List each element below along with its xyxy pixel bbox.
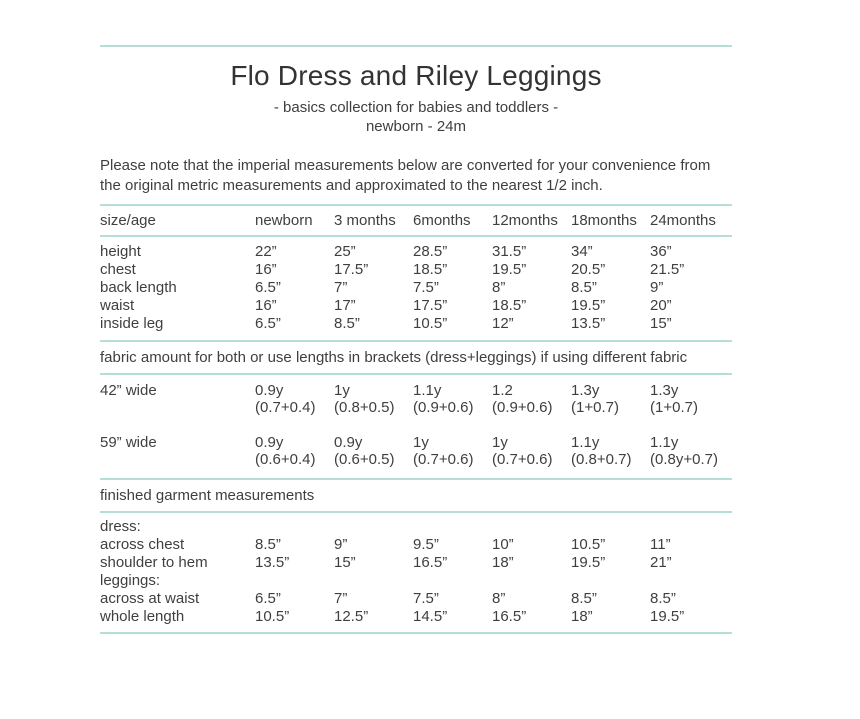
- measurement-value: 6.5”: [255, 590, 281, 607]
- measurement-value: 21.5”: [650, 261, 685, 278]
- measurement-value: 8.5”: [571, 590, 597, 607]
- measurement-value: 7.5”: [413, 590, 439, 607]
- table-row-42-wide: [100, 382, 732, 416]
- finished-section-header-row: [100, 480, 732, 511]
- column-header-24-months: 24months: [650, 212, 716, 229]
- fabric-amount-cell: [413, 382, 492, 416]
- fabric-amount-cell: [255, 434, 334, 468]
- fabric-amount-cell: [334, 434, 413, 468]
- bottom-divider: [100, 632, 732, 634]
- size-table-header-row: [100, 206, 732, 235]
- measurement-value: 16.5”: [492, 608, 527, 625]
- row-label: 59” wide: [100, 434, 157, 451]
- row-label: height: [100, 243, 141, 260]
- row-label: shoulder to hem: [100, 554, 208, 571]
- fabric-total: 1y: [492, 434, 508, 451]
- measurement-value: 19.5”: [571, 297, 606, 314]
- measurement-value: 11”: [650, 536, 671, 553]
- measurement-value: 10”: [492, 536, 514, 553]
- measurement-value: 9”: [334, 536, 348, 553]
- fabric-split: (0.7+0.6): [492, 451, 553, 468]
- measurement-value: 9.5”: [413, 536, 439, 553]
- measurement-value: 6.5”: [255, 279, 281, 296]
- fabric-amount-cell: [334, 382, 413, 416]
- row-label: dress:: [100, 518, 141, 535]
- fabric-split: (1+0.7): [571, 399, 619, 416]
- row-label: across at waist: [100, 590, 200, 607]
- row-label: across chest: [100, 536, 185, 553]
- table-row-across-chest: [100, 536, 732, 554]
- measurement-value: 14.5”: [413, 608, 448, 625]
- measurement-value: 15”: [650, 315, 672, 332]
- table-row-shoulder-to-hem: [100, 554, 732, 572]
- column-header-newborn: newborn: [255, 212, 313, 229]
- measurement-value: 15”: [334, 554, 356, 571]
- table-row-59-wide: [100, 434, 732, 468]
- size-chart-page: [100, 45, 732, 634]
- fabric-split: (0.9+0.6): [492, 399, 553, 416]
- row-label: back length: [100, 279, 177, 296]
- measurement-value: 36”: [650, 243, 672, 260]
- table-row-across-at-waist: [100, 590, 732, 608]
- fabric-amount-cell: [413, 434, 492, 468]
- measurement-value: 10.5”: [255, 608, 290, 625]
- measurement-value: 18.5”: [492, 297, 527, 314]
- fabric-section-header: fabric amount for both or use lengths in brackets (dress+leggings) if using different fabric: [100, 349, 688, 366]
- fabric-amount-cell: [650, 434, 729, 468]
- fabric-split: (1+0.7): [650, 399, 698, 416]
- fabric-total: 1y: [413, 434, 429, 451]
- table-row-height: [100, 243, 732, 261]
- fabric-total: 1.1y: [413, 382, 442, 399]
- page-title: Flo Dress and Riley Leggings: [230, 60, 602, 91]
- row-label: 42” wide: [100, 382, 157, 399]
- measurement-value: 8.5”: [334, 315, 360, 332]
- measurement-value: 13.5”: [571, 315, 606, 332]
- fabric-split: (0.6+0.4): [255, 451, 316, 468]
- measurement-value: 8.5”: [255, 536, 281, 553]
- column-header-18-months: 18months: [571, 212, 637, 229]
- measurement-value: 12.5”: [334, 608, 369, 625]
- measurement-value: 25”: [334, 243, 356, 260]
- measurement-value: 9”: [650, 279, 664, 296]
- fabric-split: (0.8+0.5): [334, 399, 395, 416]
- measurement-value: 17.5”: [413, 297, 448, 314]
- column-header-6-months: 6months: [413, 212, 471, 229]
- measurement-value: 19.5”: [571, 554, 606, 571]
- row-label: chest: [100, 261, 136, 278]
- conversion-note: Please note that the imperial measurements below are converted for your convenience from the original metric measurements and approximated to the nearest 1/2 inch.: [100, 157, 711, 194]
- subtitle-collection: - basics collection for babies and toddlers -: [273, 99, 559, 116]
- measurement-value: 8”: [492, 590, 506, 607]
- fabric-total: 1.2: [492, 382, 513, 399]
- fabric-split: (0.8+0.7): [571, 451, 632, 468]
- measurement-value: 19.5”: [492, 261, 527, 278]
- fabric-amount-cell: [492, 434, 571, 468]
- fabric-amount-cell: [650, 382, 729, 416]
- table-row-whole-length: [100, 608, 732, 626]
- column-header-12-months: 12months: [492, 212, 558, 229]
- measurement-value: 17”: [334, 297, 356, 314]
- row-label: leggings:: [100, 572, 161, 589]
- top-divider: [100, 45, 732, 47]
- fabric-split: (0.9+0.6): [413, 399, 474, 416]
- measurement-value: 18”: [492, 554, 514, 571]
- finished-garment-table: [100, 513, 732, 632]
- measurement-value: 8.5”: [650, 590, 676, 607]
- measurement-value: 20.5”: [571, 261, 606, 278]
- fabric-amount-cell: [571, 382, 650, 416]
- table-row-inside-leg: [100, 315, 732, 333]
- measurement-value: 8”: [492, 279, 506, 296]
- fabric-total: 1.1y: [571, 434, 600, 451]
- table-row-dress-group: [100, 518, 732, 536]
- measurement-value: 20”: [650, 297, 672, 314]
- fabric-split: (0.6+0.5): [334, 451, 395, 468]
- table-row-chest: [100, 261, 732, 279]
- fabric-total: 1.3y: [650, 382, 679, 399]
- fabric-total: 0.9y: [255, 382, 284, 399]
- measurement-value: 8.5”: [571, 279, 597, 296]
- measurement-value: 21”: [650, 554, 672, 571]
- measurement-value: 13.5”: [255, 554, 290, 571]
- measurement-value: 18.5”: [413, 261, 448, 278]
- measurement-value: 28.5”: [413, 243, 448, 260]
- measurement-value: 22”: [255, 243, 277, 260]
- measurement-value: 34”: [571, 243, 593, 260]
- fabric-total: 0.9y: [334, 434, 363, 451]
- measurement-value: 10.5”: [571, 536, 606, 553]
- fabric-total: 1.3y: [571, 382, 600, 399]
- fabric-amounts-table: [100, 375, 732, 478]
- table-row-leggings-group: [100, 572, 732, 590]
- fabric-amount-cell: [492, 382, 571, 416]
- fabric-total: 1y: [334, 382, 350, 399]
- row-label: whole length: [100, 608, 185, 625]
- measurement-value: 18”: [571, 608, 593, 625]
- fabric-split: (0.8y+0.7): [650, 451, 718, 468]
- fabric-amount-cell: [255, 382, 334, 416]
- row-label: waist: [100, 297, 135, 314]
- measurement-value: 6.5”: [255, 315, 281, 332]
- fabric-section-header-row: [100, 342, 732, 373]
- measurement-value: 16”: [255, 297, 277, 314]
- measurement-value: 31.5”: [492, 243, 527, 260]
- row-label: inside leg: [100, 315, 164, 332]
- measurement-value: 19.5”: [650, 608, 685, 625]
- table-row-back-length: [100, 279, 732, 297]
- fabric-amount-cell: [571, 434, 650, 468]
- measurement-value: 10.5”: [413, 315, 448, 332]
- subtitle-size-range: newborn - 24m: [365, 118, 467, 135]
- measurement-value: 17.5”: [334, 261, 369, 278]
- measurement-value: 16”: [255, 261, 277, 278]
- fabric-split: (0.7+0.6): [413, 451, 474, 468]
- fabric-total: 1.1y: [650, 434, 679, 451]
- measurement-value: 7”: [334, 590, 348, 607]
- measurement-value: 7”: [334, 279, 348, 296]
- column-header-size-age: size/age: [100, 212, 156, 229]
- measurement-value: 7.5”: [413, 279, 439, 296]
- column-header-3-months: 3 months: [334, 212, 396, 229]
- finished-section-header: finished garment measurements: [100, 487, 315, 504]
- body-measurements-table: [100, 237, 732, 340]
- fabric-split: (0.7+0.4): [255, 399, 316, 416]
- table-row-waist: [100, 297, 732, 315]
- measurement-value: 16.5”: [413, 554, 448, 571]
- measurement-value: 12”: [492, 315, 514, 332]
- fabric-total: 0.9y: [255, 434, 284, 451]
